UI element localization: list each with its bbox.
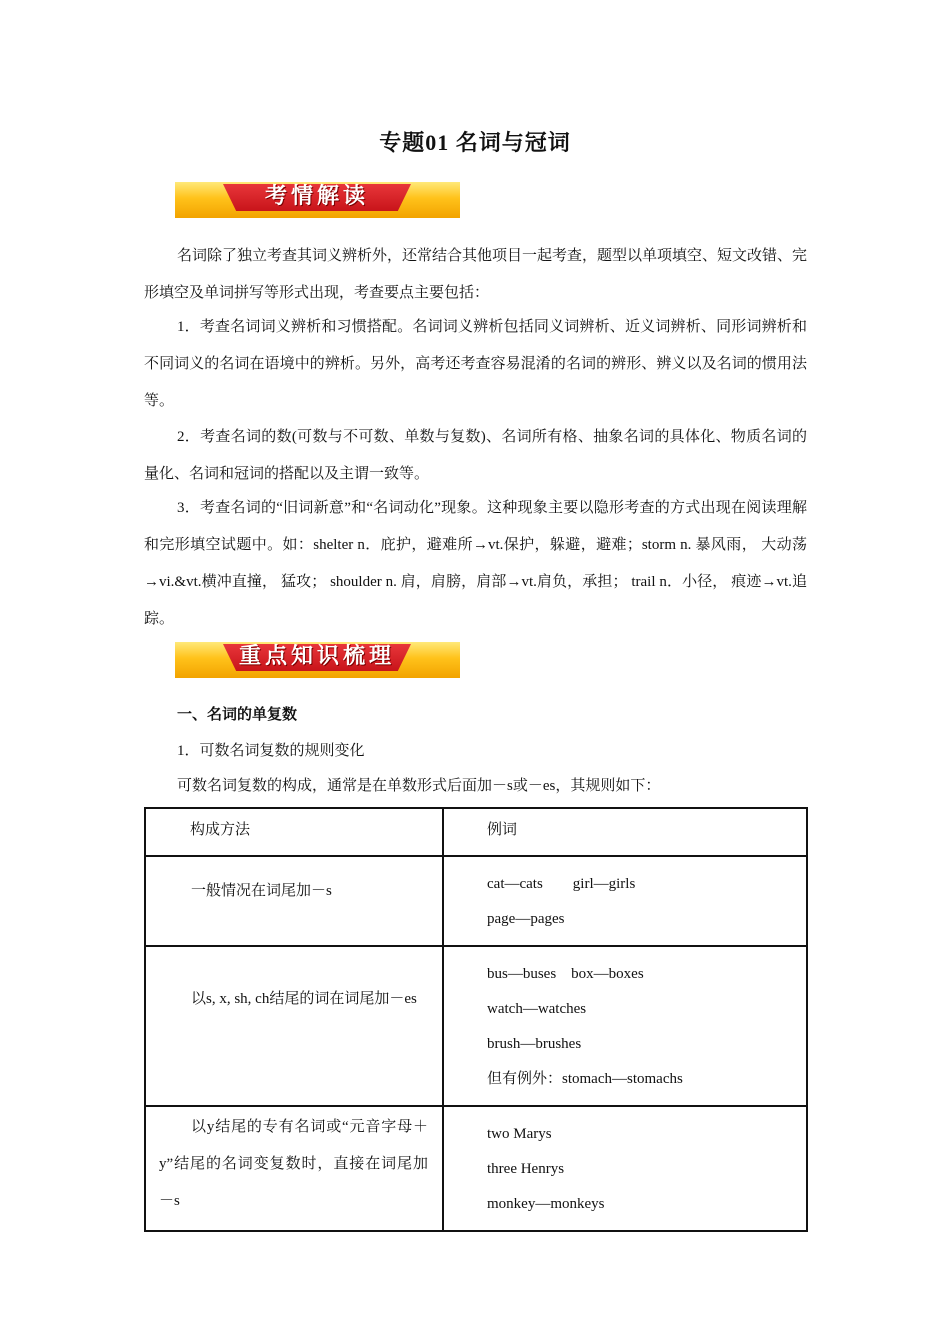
rule-cell: 以s, x, sh, ch结尾的词在词尾加－es: [191, 991, 417, 1007]
header-examples: 例词: [487, 822, 518, 838]
header-method: 构成方法: [190, 822, 251, 838]
banner-knowledge: [175, 642, 460, 678]
table-header-row: [145, 808, 807, 856]
point-2-paragraph: 2．考查名词的数(可数与不可数、单数与复数)、名词所有格、抽象名词的具体化、物质名词的量化、名词和冠词的搭配以及主谓一致等。: [144, 429, 807, 482]
example-line: two Marys: [487, 1126, 552, 1142]
subsection-heading: 1．可数名词复数的规则变化: [177, 743, 365, 759]
banner-knowledge-label: 重点知识梳理: [238, 644, 395, 669]
example-line: watch—watches: [487, 1001, 587, 1017]
banner-analysis-label: 考情解读: [264, 184, 369, 209]
rule-cell: 以y结尾的专有名词或“元音字母＋y”结尾的名词变复数时，直接在词尾加－s: [159, 1119, 428, 1209]
examples-cell: [444, 857, 806, 945]
example-line: cat—cats girl—girls: [487, 876, 636, 892]
table-row: [145, 1106, 807, 1231]
intro-paragraph: 名词除了独立考查其词义辨析外，还常结合其他项目一起考查，题型以单项填空、短文改错、完形填空及单词拼写等形式出现，考查要点主要包括：: [144, 248, 808, 301]
table-row: [145, 856, 807, 946]
examples-cell: [444, 947, 806, 1105]
plural-rules-table: [144, 807, 808, 1232]
section-heading: 一、名词的单复数: [177, 705, 298, 723]
examples-cell: [444, 1107, 806, 1230]
example-line: 但有例外：stomach—stomachs: [487, 1071, 683, 1087]
page-title: 专题01 名词与冠词: [379, 130, 571, 155]
example-line: monkey—monkeys: [487, 1196, 605, 1212]
example-line: three Henrys: [487, 1161, 565, 1177]
banner-analysis: [175, 182, 460, 218]
rule-cell: 一般情况在词尾加－s: [191, 883, 332, 899]
table-row: [145, 946, 807, 1106]
example-line: bus—buses box—boxes: [487, 966, 644, 982]
example-line: page—pages: [487, 911, 565, 927]
point-1-paragraph: 1．考查名词词义辨析和习惯搭配。名词词义辨析包括同义词辨析、近义词辨析、同形词辨析和不同词义的名词在语境中的辨析。另外，高考还考查容易混淆的名词的辨形、辨义以及名词的惯用法等。: [144, 319, 807, 409]
point-3-paragraph: 3．考查名词的“旧词新意”和“名词动化”现象。这种现象主要以隐形考查的方式出现在阅读理解和完形填空试题中。如：shelter n．庇护，避难所→vt.保护，躲避，避难；storm n. 暴风雨， 大动荡→vi.&vt.横冲直撞， 猛攻； shoulder n. 肩，肩膀，肩部→vt.肩负，承担； trail n．小径， 痕迹→vt.追踪。: [144, 500, 807, 627]
example-line: brush—brushes: [487, 1036, 582, 1052]
section-description: 可数名词复数的构成，通常是在单数形式后面加－s或－es，其规则如下：: [177, 778, 661, 794]
